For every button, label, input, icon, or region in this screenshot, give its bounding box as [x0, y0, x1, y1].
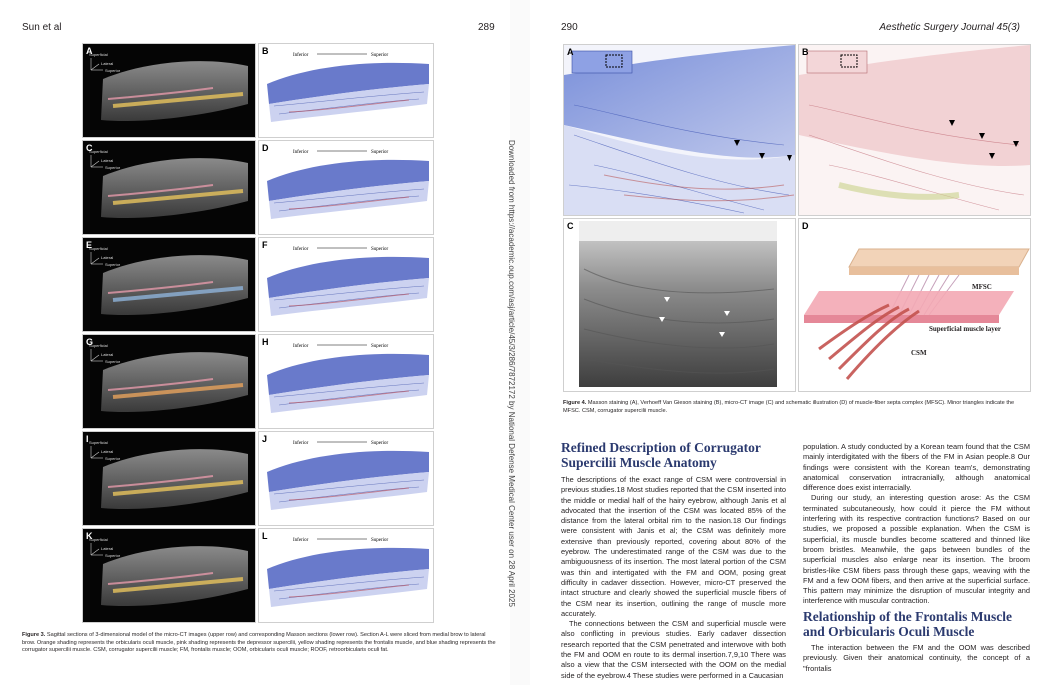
ct-3d-model-image [83, 44, 255, 137]
body-column-1 [561, 475, 786, 681]
paragraph: The connections between the CSM and superficial muscle were also conflicting in previous studies. Early cadaver dissection research reported that the CSM penetrated and interwove with both the FM and OOM en route to its dermal insertion.7,9,10 There was also a view that the CSM intersected with the OOM on the medial side of the eyebrow.4 These studies were performed in a Caucasian [561, 619, 786, 680]
axis-label-superior: Superior [105, 553, 121, 558]
fig3-ct-panel [82, 431, 256, 526]
ct-3d-model-image [83, 432, 255, 525]
direction-inferior: Inferior [293, 247, 309, 252]
direction-superior: Superior [371, 53, 389, 58]
panel-label: D [802, 221, 809, 231]
panel-label: H [262, 337, 269, 347]
left-page [0, 0, 510, 685]
right-page [530, 0, 1040, 685]
download-notice: Downloaded from https://academic.oup.com/asj/article/45/3/286/7872172 by National Defense Medical Center user on 28 April 2025 [507, 140, 516, 607]
fig3-ct-panel [82, 237, 256, 332]
direction-superior: Superior [371, 150, 389, 155]
fig3-ct-panel [82, 334, 256, 429]
label-superficial-muscle: Superficial muscle layer [929, 325, 1001, 333]
direction-inferior: Inferior [293, 150, 309, 155]
direction-superior: Superior [371, 441, 389, 446]
direction-inferior: Inferior [293, 441, 309, 446]
figure4-caption-text: Masson staining (A), Verhoeff Van Gieson staining (B), micro-CT image (C) and schematic illustration (D) of muscle-fiber septa complex (MFSC). Minor triangles indicate the MFSC. CSM, corrugator supercilii muscle. [563, 400, 1015, 414]
direction-superior: Superior [371, 247, 389, 252]
fig3-masson-panel [258, 431, 434, 526]
masson-section-image [259, 44, 433, 137]
ct-3d-model-image [83, 238, 255, 331]
fig4-panel-d [798, 218, 1031, 392]
direction-inferior: Inferior [293, 344, 309, 349]
fig3-masson-panel [258, 528, 434, 623]
panel-label: A [86, 46, 93, 56]
journal-title: Aesthetic Surgery Journal 45(3) [879, 22, 1020, 33]
panel-label: I [86, 434, 89, 444]
masson-section-image [259, 141, 433, 234]
axis-label-lateral: Lateral [101, 255, 114, 260]
masson-section-image [259, 335, 433, 428]
axis-label-lateral: Lateral [101, 449, 114, 454]
axis-label-superficial: Superficial [89, 52, 108, 57]
paragraph: population. A study conducted by a Korean team found that the CSM mainly interdigitated with the fibers of the FM in Asian people.8 Our findings were consistent with the Korean team's, demonstrating anatomical conservation intracranially, although anatomical difference does exist interracially. [803, 442, 1030, 493]
download-watermark [506, 140, 516, 607]
fig3-masson-panel [258, 140, 434, 235]
axis-label-superficial: Superficial [89, 537, 108, 542]
body-column-2-continued [803, 643, 1030, 674]
paragraph: During our study, an interesting question arose: As the CSM terminated subcutaneously, how could it pierce the FM without interfering with its respective contraction functions? Based on our studies, we proposed a possible explanation. When the CSM is superficial, its muscle bundles become scattered and thinned like broom bristles. Meanwhile, the gaps between bundles of the superficial muscles also enlarge near its insertion. The broom bristles-like CSM fibers pass through these gaps, weaving with the FM and a few OOM fibers, and then arrive at the superficial surface. This pattern may minimize the disruption of muscular integrity and interference with muscular contraction. [803, 493, 1030, 606]
fig3-masson-panel [258, 43, 434, 138]
panel-label: F [262, 240, 268, 250]
vvg-stain-image [799, 45, 1030, 215]
axis-label-superior: Superior [105, 456, 121, 461]
axis-label-superficial: Superficial [89, 246, 108, 251]
ct-3d-model-image [83, 141, 255, 234]
direction-inferior: Inferior [293, 53, 309, 58]
panel-label: J [262, 434, 268, 444]
axis-label-lateral: Lateral [101, 158, 114, 163]
micro-ct-image [564, 219, 795, 391]
body-column-2 [803, 442, 1030, 607]
figure3-caption-label: Figure 3. [22, 632, 46, 638]
axis-label-superior: Superior [105, 165, 121, 170]
page-number-right: 290 [561, 22, 578, 33]
panel-label: A [567, 47, 574, 57]
page-number-left: 289 [478, 22, 495, 33]
ct-3d-model-image [83, 335, 255, 428]
fig4-panel-a [563, 44, 796, 216]
fig3-ct-panel [82, 528, 256, 623]
masson-stain-image [564, 45, 795, 215]
axis-label-superior: Superior [105, 262, 121, 267]
panel-label: K [86, 531, 93, 541]
mfsc-schematic [799, 219, 1030, 391]
fig3-ct-panel [82, 140, 256, 235]
panel-label: E [86, 240, 93, 250]
figure3-caption [22, 632, 500, 655]
panel-label: C [86, 143, 93, 153]
direction-superior: Superior [371, 344, 389, 349]
masson-section-image [259, 529, 433, 622]
running-head-author: Sun et al [22, 22, 62, 33]
panel-label: C [567, 221, 574, 231]
label-csm: CSM [911, 349, 927, 357]
fig4-panel-b [798, 44, 1031, 216]
axis-label-lateral: Lateral [101, 546, 114, 551]
panel-label: L [262, 531, 268, 541]
fig3-ct-panel [82, 43, 256, 138]
label-mfsc: MFSC [972, 283, 992, 291]
paragraph: The descriptions of the exact range of CSM were controversial in previous studies.18 Most studies reported that the CSM inserted into the middle or medial half of the hairy eyebrow, although Janis et al advocated that the insertion of the CSM was located 85% of the distance from the lateral orbital rim to the nasion.18 Our findings were consistent with Janis et al; the CSM was definitely more extensive than previously reported, covering about 80% of the eyebrow. The underestimated range of the CSM was due to the ambiguousness of its insertion. The most lateral portion of the CSM was thin and intertigated with the FM and OOM, posing great difficulty in cadaver dissection. However, micro-CT preserved the intact structure and clearly showed the superficial muscle fibers of the CSM near its insertion, outlining the range of muscle more accurately. [561, 475, 786, 618]
axis-label-superior: Superior [105, 68, 121, 73]
panel-label: D [262, 143, 269, 153]
fig4-panel-c [563, 218, 796, 392]
panel-label: G [86, 337, 94, 347]
fig3-masson-panel [258, 334, 434, 429]
axis-label-superficial: Superficial [89, 343, 108, 348]
masson-section-image [259, 238, 433, 331]
ct-3d-model-image [83, 529, 255, 622]
paragraph: The interaction between the FM and the OOM was described previously. Given their anatomical continuity, the concept of a "frontalis [803, 643, 1030, 673]
axis-label-superficial: Superficial [89, 149, 108, 154]
heading-frontalis-relationship: Relationship of the Frontalis Muscle and Orbicularis Oculi Muscle [803, 609, 1012, 639]
axis-label-superior: Superior [105, 359, 121, 364]
axis-label-lateral: Lateral [101, 61, 114, 66]
direction-inferior: Inferior [293, 538, 309, 543]
figure4-caption [563, 400, 1029, 415]
fig3-masson-panel [258, 237, 434, 332]
direction-superior: Superior [371, 538, 389, 543]
figure4-caption-label: Figure 4. [563, 400, 587, 406]
axis-label-lateral: Lateral [101, 352, 114, 357]
panel-label: B [802, 47, 809, 57]
axis-label-superficial: Superficial [89, 440, 108, 445]
heading-refined-description: Refined Description of Corrugator Supercilii Muscle Anatomy [561, 440, 761, 470]
masson-section-image [259, 432, 433, 525]
panel-label: B [262, 46, 269, 56]
figure3-caption-text: Sagittal sections of 3-dimensional model of the micro-CT images (upper row) and corresponding Masson sections (lower row). Section A-L were sliced from medial brow to lateral brow. Orange shading represents the orbicularis oculi muscle, pink shading represents the depressor supercilii, yellow shading represents the frontalis muscle, and blue shading represents the corrugator supercilii muscle. CSM, corrugator supercilii muscle; FM, frontalis muscle; OOM, orbicularis oculi muscle; ROOF, retroorbicularis oculi fat. [22, 632, 496, 653]
